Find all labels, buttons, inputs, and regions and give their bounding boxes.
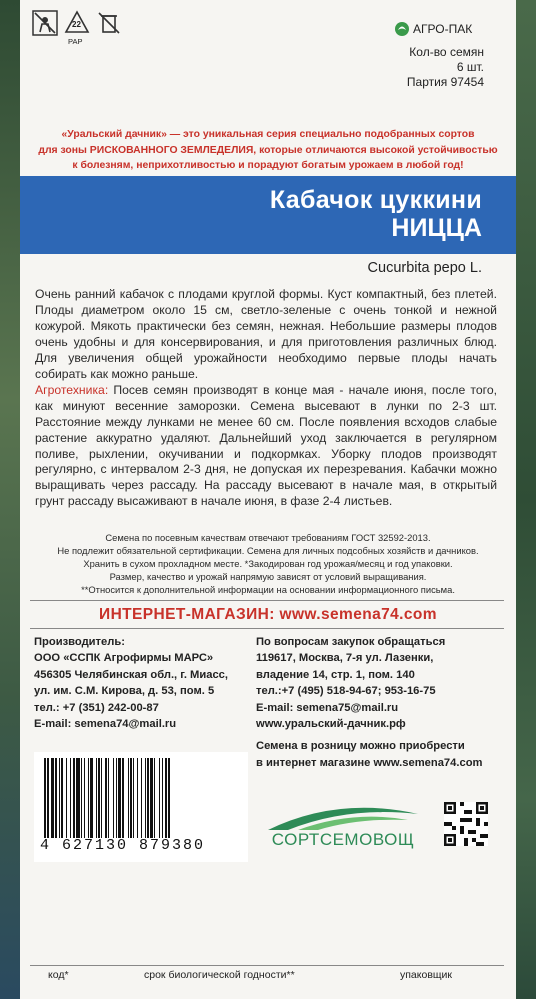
logo-text: СОРТСЕМОВОЩ — [271, 830, 415, 849]
intro-line: для зоны РИСКОВАННОГО ЗЕМЛЕДЕЛИЯ, которые отличаются высокой устойчивостью — [38, 144, 498, 156]
shelf-life-label: срок биологической годности** — [144, 969, 295, 981]
producer-line: ООО «ССПК Агрофирмы МАРС» — [34, 652, 214, 665]
recycle-icon — [64, 10, 90, 46]
latin-name: Cucurbita pepo L. — [367, 260, 482, 276]
description-text: Очень ранний кабачок с плодами круглой формы. Куст компактный, без плетей. Плоды диаметром около 15 см, светло-зеленые с очень тонкой и нежной кожурой. Мякоть практически без семян, нежная. Небольшие размеры плодов очень удобны и для консервирования, и для приготовления различных блюд. Для увеличения общей урожайности необходимо первые плоды начать собирать как можно раньше. — [35, 287, 497, 381]
agrotech-paragraph — [35, 383, 497, 511]
brand-name: АГРО-ПАК — [413, 22, 473, 36]
intro-line: к болезням, неприхотливостью и порадуют богатым урожаем в любой год! — [72, 160, 464, 171]
description — [35, 287, 497, 510]
barcode — [34, 752, 248, 862]
background-right — [514, 0, 536, 999]
series-intro — [20, 127, 516, 174]
wholesale-info — [256, 634, 483, 771]
wholesale-line: Семена в розницу можно приобрести — [256, 740, 465, 753]
recycle-code: 22 — [72, 20, 81, 29]
note-line: Не подлежит обязательной сертификации. Семена для личных подсобных хозяйств и дачников. — [57, 545, 479, 556]
wholesale-line: тел.:+7 (495) 518-94-67; 953-16-75 — [256, 685, 436, 698]
variety-title: Кабачок цуккини — [269, 186, 482, 214]
producer-heading: Производитель: — [34, 636, 125, 648]
barcode-number: 4 627130 879380 — [40, 837, 206, 854]
producer-line: 456305 Челябинская обл., г. Миасс, — [34, 668, 229, 681]
wholesale-line: владение 14, стр. 1, пом. 140 — [256, 668, 415, 681]
wholesale-line: www.уральский-дачник.рф — [256, 718, 406, 731]
producer-line: ул. им. С.М. Кирова, д. 53, пом. 5 — [34, 685, 215, 698]
divider — [30, 965, 504, 966]
wholesale-line: 119617, Москва, 7-я ул. Лазенки, — [256, 652, 434, 665]
recycle-text: PAP — [68, 37, 83, 46]
batch-number: Партия 97454 — [406, 75, 484, 89]
packer-label: упаковщик — [400, 969, 453, 981]
note-line: **Относится к дополнительной информации на основании информационного письма. — [81, 584, 455, 595]
logo-swoosh-icon — [258, 800, 428, 834]
producer-line: тел.: +7 (351) 242-00-87 — [34, 701, 159, 714]
intro-line: «Уральский дачник» — это уникальная серия специально подобранных сортов — [61, 129, 475, 140]
online-shop: ИНТЕРНЕТ-МАГАЗИН: www.semena74.com — [99, 606, 437, 623]
wholesale-line: в интернет магазине www.semena74.com — [256, 756, 483, 769]
seed-count-label: Кол-во семян — [409, 45, 484, 59]
trash-bin-icon — [96, 10, 122, 41]
wholesale-line: E-mail: semena75@mail.ru — [256, 701, 399, 714]
no-litter-icon — [32, 10, 58, 41]
divider — [30, 628, 504, 629]
qr-code-icon — [444, 802, 488, 851]
note-line: Размер, качество и урожай напрямую зависят от условий выращивания. — [109, 571, 427, 582]
code-label: код* — [48, 969, 69, 981]
seed-count: 6 шт. — [456, 60, 484, 74]
producer-info — [34, 634, 228, 732]
agro-pak-logo-icon — [394, 21, 410, 42]
agrotech-label: Агротехника: — [35, 382, 109, 397]
barcode-bars — [44, 758, 240, 838]
sortsemovosh-logo — [258, 800, 428, 864]
variety-name: НИЦЦА — [391, 214, 482, 242]
note-line: Хранить в сухом прохладном месте. *Закодирован год урожая/месяц и год упаковки. — [83, 558, 453, 569]
barcode-bar — [168, 758, 170, 838]
producer-line: E-mail: semena74@mail.ru — [34, 718, 177, 731]
seed-packet — [20, 0, 516, 999]
divider — [30, 600, 504, 601]
wholesale-heading: По вопросам закупок обращаться — [256, 636, 446, 648]
note-line: Семена по посевным качествам отвечают требованиям ГОСТ 32592-2013. — [105, 532, 431, 543]
agrotech-text: Посев семян производят в конце мая - начале июня, после того, как минуют весенние заморозки. Семена высевают в лунки по 2-3 шт. Расстояние между лунками не менее 60 см. После появления всходов слабые растение аккуратно удаляют. Дальнейший уход заключается в регулярном поливе, рыхлении, окучивании и подкормках. Уборку плодов производят регулярно, с интервалом 2-3 дня, не допуская их перезревания. Кабачки можно выращивать через рассаду. На рассаду высевают в начале мая, в открытый грунт рассаду высаживают в начале июня, в фазе 2-4 листьев. — [35, 382, 497, 509]
